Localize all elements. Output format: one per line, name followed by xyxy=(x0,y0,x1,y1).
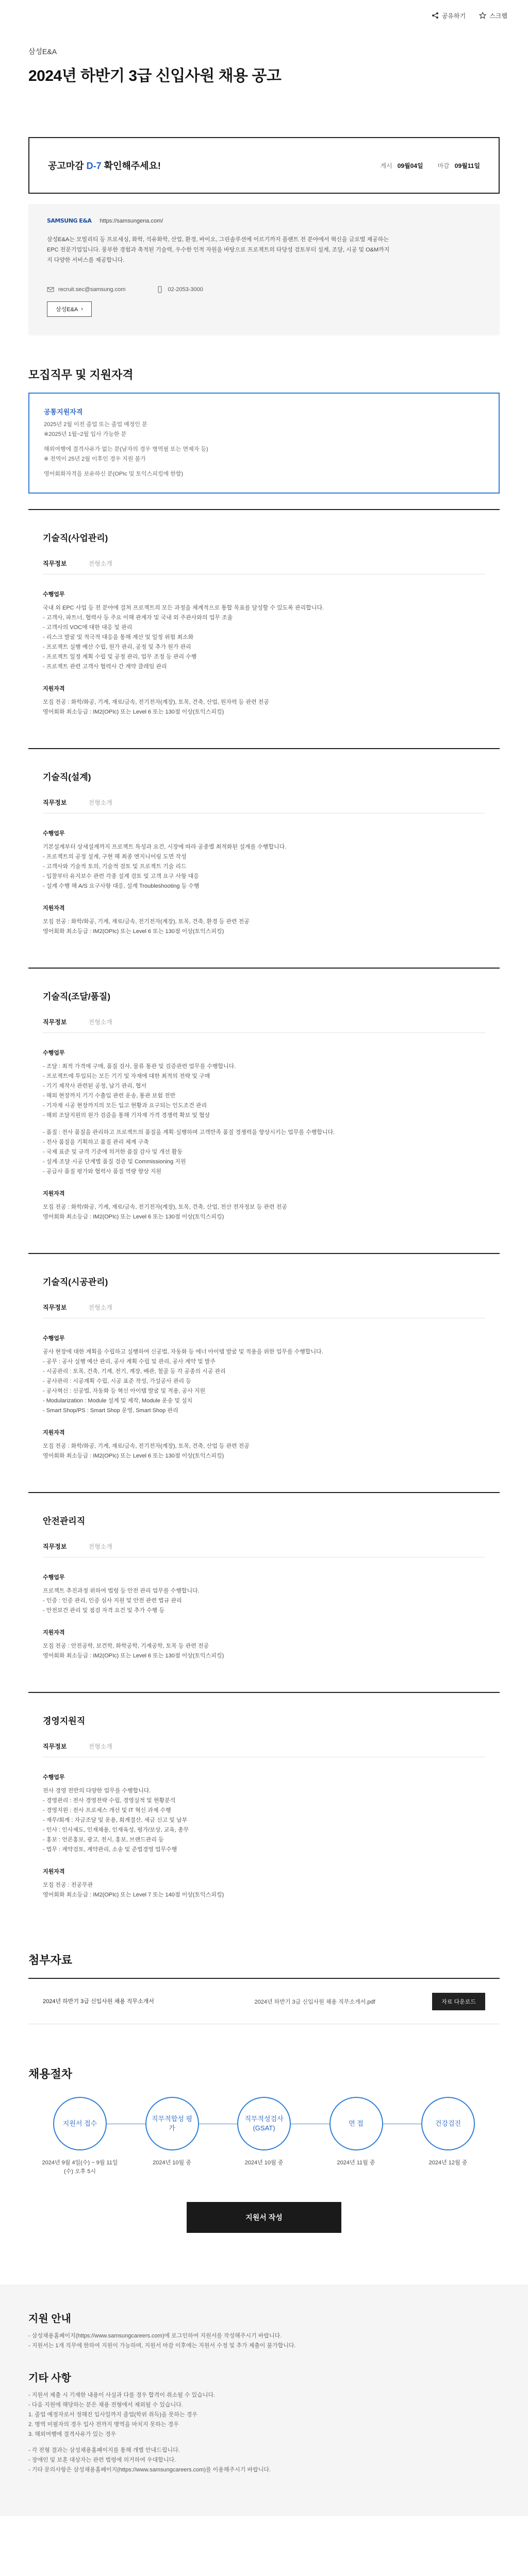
attachments-title: 첨부자료 xyxy=(28,1954,73,1967)
job-tabs xyxy=(43,1303,485,1318)
etc-line: 1. 졸업 예정자로서 정해진 입사일까지 졸업(학위 취득)을 못하는 경우 xyxy=(28,2412,197,2418)
company-desc-line: EPC 전문기업입니다. 풍부한 경험과 축적된 기술력, 우수한 인적 자원을 바탕으로 프로젝트의 타당성 검토부터 설계, 조달, 시공 및 O&M까지 xyxy=(47,247,390,253)
work-line: 공사 현장에 대한 계획을 수립하고 실행하여 신공법, 자동화 등 에너 아이템 발굴 및 적용을 위한 업무를 수행합니다. xyxy=(43,1349,323,1355)
process-step xyxy=(225,2097,303,2176)
company-desc-line: 삼성E&A는 모빌리티 등 프로세싱, 화학, 석유화학, 산업, 환경, 바이오, 그린솔루션에 이르기까지 플랜트 전 분야에서 혁신을 글로벌 제공하는 xyxy=(47,236,389,243)
qualification-heading: 지원자격 xyxy=(43,1430,65,1436)
company-name: 삼성E&A xyxy=(28,47,57,56)
work-line: 국내 외 EPC 사업 등 전 분야에 걸쳐 프로젝트의 모든 과정을 체계적으로 통합 목표를 달성할 수 있도록 관리합니다. xyxy=(43,605,324,611)
scrap-label: 스크랩 xyxy=(489,12,507,20)
work-line: - 프로젝트의 공정 설계, 구현 해 최종 엔지니어링 도면 작성 xyxy=(43,854,187,860)
email-text: recruit.sec@samsung.com xyxy=(58,286,126,293)
common-line: 해외여행에 결격사유가 없는 분(남자의 경우 병역필 또는 면제자 등) xyxy=(44,446,208,452)
work-line: - 프로젝트에 투입되는 모든 기기 및 자재에 대한 최적의 전략 및 구매 xyxy=(43,1073,210,1079)
work-line: - 전사 품질을 기획하고 품질 관리 체계 구축 xyxy=(43,1139,149,1145)
etc-line: - 장애인 및 보훈 대상자는 관련 법령에 의거하여 우대합니다. xyxy=(28,2457,176,2463)
job-block xyxy=(28,1692,500,1916)
job-block xyxy=(28,748,500,952)
main-work-heading: 수행업무 xyxy=(43,1574,65,1581)
etc-title: 기타 사항 xyxy=(28,2372,71,2384)
work-line: - 공사혁신 : 신공법, 자동화 등 혁신 아이템 발굴 및 적용, 공사 지원 xyxy=(43,1388,206,1394)
qualification-heading: 지원자격 xyxy=(43,1191,65,1197)
phone-text: 02-2053-3000 xyxy=(168,286,203,293)
main-work-heading: 수행업무 xyxy=(43,591,65,598)
main-work-heading: 수행업무 xyxy=(43,1774,65,1781)
job-name: 기술직(시공관리) xyxy=(43,1277,108,1287)
work-line: - 설계·조달·시공 단계별 품질 검증 및 Commissioning 지원 xyxy=(43,1159,186,1165)
step-circle: 직무적합성 평가 xyxy=(145,2097,199,2150)
work-line: - 프로젝트 관련 고객사 협력사 간 계약 클레임 관리 xyxy=(43,664,167,670)
deadline-box xyxy=(28,137,500,194)
process-step xyxy=(134,2097,211,2176)
qualification-line: 모집 전공 : 안전공학, 보건학, 화학공학, 기계공학, 토목 등 관련 전공 xyxy=(43,1643,209,1649)
page-title: 2024년 하반기 3급 신입사원 채용 공고 xyxy=(28,67,282,84)
tab-process[interactable]: 전형소개 xyxy=(88,799,112,806)
step-date: 2024년 11월 중 xyxy=(337,2160,375,2166)
apply-button[interactable]: 지원서 작성 xyxy=(187,2202,341,2233)
main-work-heading: 수행업무 xyxy=(43,831,65,837)
homepage-button-label: 삼성E&A xyxy=(56,307,78,313)
qualification-line: 모집 전공 : 화학/화공, 기계, 재료/금속, 전기전자(계장), 토목, 건축, 산업, 원자력 등 관련 전공 xyxy=(43,699,269,705)
tab-process[interactable]: 전형소개 xyxy=(88,1543,112,1550)
job-header xyxy=(0,31,528,111)
work-line: - 리스크 발굴 및 적극적 대응을 통해 계산 및 일정 위험 최소화 xyxy=(43,634,194,640)
work-line: - 인증 : 인증 관리, 인증 심사 지원 및 안전 관련 법규 관리 xyxy=(43,1598,182,1604)
work-line: - 고객사의 VOC에 대한 대응 및 관리 xyxy=(43,624,133,631)
qualification-heading: 지원자격 xyxy=(43,905,65,911)
work-line: - 공급사 품질 평가와 협력사 품질 역량 향상 지원 xyxy=(43,1168,162,1175)
qualification-line: 모집 전공 : 화학/화공, 기계, 재료/금속, 전기전자(계장), 토목, 건축, 산업 등 관련 전공 xyxy=(43,1443,250,1449)
work-line: - 조달 : 최적 가격에 구매, 품질 검사, 물류 통관 및 검증관련 업무를 수행합니다. xyxy=(43,1063,236,1070)
job-block xyxy=(28,1492,500,1676)
job-name: 기술직(조달/품질) xyxy=(43,992,110,1002)
arrow-right-icon: › xyxy=(81,306,83,312)
qualification-line: 영어회화 최소등급 : IM2(OPIc) 또는 Level 6 또는 130점 이상(토익스피킹) xyxy=(43,928,224,935)
job-tabs xyxy=(43,559,485,574)
work-line: - 기자재 시공 현장까지의 모든 입고 현황과 요구되는 인도조건 관리 xyxy=(43,1103,207,1109)
work-line: - 인사 : 인사제도, 인재채용, 인재육성, 평가/보상, 교육, 총무 xyxy=(43,1827,189,1833)
start-date xyxy=(381,161,423,170)
company-contact xyxy=(47,286,481,293)
work-line: - 경영지원 : 전사 프로세스 개선 및 IT 혁신 과제 수행 xyxy=(43,1807,171,1814)
common-line: ※ 전역이 25년 2월 이후인 경우 지원 불가 xyxy=(44,456,146,462)
qualification-line: 영어회화 최소등급 : IM2(OPIc) 또는 Level 7 또는 140점 이상(토익스피킹) xyxy=(43,1892,224,1898)
job-name: 기술직(사업관리) xyxy=(43,533,108,543)
company-phone xyxy=(156,286,203,293)
work-line: - 재무/회계 : 자금조달 및 운용, 회계결산, 세금 신고 및 납부 xyxy=(43,1817,188,1823)
work-line: - 홍보 : 언론홍보, 광고, 전시, 홍보, 브랜드관리 등 xyxy=(43,1837,164,1843)
share-icon xyxy=(432,12,439,19)
work-line: - 시공관리 : 토목, 건축, 기계, 전기, 계장, 배관, 철골 등 각 공종의 시공 관리 xyxy=(43,1368,226,1375)
process-step xyxy=(409,2097,487,2176)
tab-job-info[interactable]: 직무정보 xyxy=(43,1019,67,1026)
attachment-row xyxy=(28,1978,500,2024)
download-button[interactable]: 자료 다운로드 xyxy=(432,1993,485,2010)
work-line: - 고객사, 파트너, 협력사 등 주요 이해 관계자 및 국내 외 주관사와의 업무 조율 xyxy=(43,615,233,621)
tab-job-info[interactable]: 직무정보 xyxy=(43,560,67,567)
work-line: 전사 경영 전반의 다양한 업무를 수행합니다. xyxy=(43,1788,151,1794)
common-line: 영어회화자격을 보유하신 분(OPIc 및 토익스피킹에 한함) xyxy=(44,471,184,477)
tab-job-info[interactable]: 직무정보 xyxy=(43,1743,67,1750)
dday-badge: D-7 xyxy=(86,161,102,171)
tab-process[interactable]: 전형소개 xyxy=(88,1019,112,1026)
job-list xyxy=(0,509,528,1916)
etc-line: - 다음 지원에 해당하는 분은 채용 전형에서 제외될 수 있습니다. xyxy=(28,2402,183,2408)
common-line: ※2025년 1월~2월 입사 가능한 분 xyxy=(44,431,127,437)
attachment-name: 2024년 하반기 3급 신입사원 채용 직무소개서 xyxy=(43,1998,154,2005)
company-url[interactable]: https://samsungena.com/ xyxy=(100,217,163,224)
step-circle: 건강검진 xyxy=(421,2097,475,2150)
work-line: 기본설계부터 상세설계까지 프로젝트 특성과 요건, 시장에 따라 공종별 최적화된 설계를 수행합니다. xyxy=(43,844,287,850)
start-label: 게시 xyxy=(380,162,392,170)
etc-line: - 각 전형 결과는 삼성채용홈페이지를 통해 개별 안내드립니다. xyxy=(28,2447,180,2453)
work-line: - 해외 현장까지 기기 수출입 관련 운송, 통관 보험 전반 xyxy=(43,1093,176,1099)
common-qualification-title: 공통지원자격 xyxy=(44,408,83,416)
qualification-line: 영어회화 최소등급 : IM2(OPIc) 또는 Level 6 또는 130점 이상(토익스피킹) xyxy=(43,709,224,715)
company-email[interactable] xyxy=(47,286,125,293)
job-name: 안전관리직 xyxy=(43,1516,86,1526)
job-block xyxy=(28,1253,500,1477)
qualification-line: 모집 전공 : 화학/화공, 기계, 재료/금속, 전기전자(계장), 토목, 건축, 산업, 전산 전자정보 등 관련 전공 xyxy=(43,1204,287,1210)
qualification-line: 영어회화 최소등급 : IM2(OPIc) 또는 Level 6 또는 130점 이상(토익스피킹) xyxy=(43,1653,224,1659)
tab-job-info[interactable]: 직무정보 xyxy=(43,799,67,806)
job-tabs xyxy=(43,1742,485,1757)
work-line: - 국제 표준 및 규격 기준에 의거한 품질 감사 및 개선 활동 xyxy=(43,1149,183,1155)
work-line: - Smart Shop/PS : Smart Shop 운영, Smart Shop 관리 xyxy=(43,1408,178,1414)
process-steps xyxy=(0,2092,528,2176)
step-date: 2024년 10월 중 xyxy=(244,2160,284,2166)
work-line: - 고객사와 기술적 토의, 기술적 검토 및 프로젝트 기술 리드 xyxy=(43,863,187,870)
step-date: 2024년 9월 4일(수) ~ 9월 11일(수) 오후 5시 xyxy=(42,2160,118,2175)
work-line: - 프로젝트 실행 예산 수립, 원가 관리, 공정 및 추가 원가 관리 xyxy=(43,644,191,650)
guide-section xyxy=(0,2284,528,2516)
work-line: - 프로젝트 일정 계획 수립 및 공정 관리, 업무 조정 등 관리 수행 xyxy=(43,654,197,660)
step-date: 2024년 10월 중 xyxy=(153,2160,191,2166)
work-line: - 해외 조달지원의 원가 검증을 통해 기자재 가격 경쟁력 확보 및 협상 xyxy=(43,1112,210,1118)
step-circle: 지원서 접수 xyxy=(53,2097,107,2150)
company-head xyxy=(47,217,481,224)
job-tabs xyxy=(43,1542,485,1557)
qualification-heading: 지원자격 xyxy=(43,1630,65,1636)
process-step xyxy=(318,2097,395,2176)
job-block xyxy=(28,509,500,733)
work-line: - 법무 : 계약검토, 계약관리, 소송 및 준법경영 업무수행 xyxy=(43,1846,177,1853)
work-line: - 공무 : 공사 실행 예산 관리, 공사 계획 수립 및 관리, 공사 계약 및 발주 xyxy=(43,1359,216,1365)
work-line: - 공사관리 : 시공계획 수립, 시공 표준 작성, 가설공사 관리 등 xyxy=(43,1378,191,1384)
qualification-line: 모집 전공 : 전공무관 xyxy=(43,1882,93,1888)
job-name: 경영지원직 xyxy=(43,1716,86,1726)
phone-icon xyxy=(156,286,163,293)
attachment-file[interactable]: 2024년 하반기 3급 신입사원 채용 직무소개서.pdf xyxy=(254,1998,375,2005)
job-block xyxy=(28,968,500,1238)
etc-line: 3. 해외여행에 결격사유가 있는 경우 xyxy=(28,2431,117,2437)
job-name: 기술직(설계) xyxy=(43,772,91,782)
work-line: - 품질 : 전사 품질을 관리하고 프로젝트의 품질을 계획·실행하며 고객만족 품질 경쟁력을 향상시키는 업무를 수행합니다. xyxy=(43,1129,335,1136)
company-desc-line: 지 다양한 서비스를 제공합니다. xyxy=(47,257,125,263)
process-step xyxy=(41,2097,119,2176)
company-logo: SAMSUNG E&A xyxy=(47,217,92,224)
etc-line: 2. 병역 미필자의 경우 입사 전까지 병역을 마치지 못하는 경우 xyxy=(28,2421,179,2428)
deadline-message xyxy=(48,159,161,172)
common-qualification-box xyxy=(28,393,500,494)
scrap-button[interactable] xyxy=(479,11,507,20)
recruit-section-title: 모집직무 및 지원자격 xyxy=(28,368,134,381)
etc-line: - 지원서 제출 시 기재한 내용이 사실과 다를 경우 합격이 취소될 수 있습니다. xyxy=(28,2392,216,2398)
qualification-line: 모집 전공 : 화학/화공, 기계, 재료/금속, 전기전자(계장), 토목, 건축, 환경 등 관련 전공 xyxy=(43,919,250,925)
end-date xyxy=(438,161,480,170)
work-line: - 기기 제작사 관련된 공정, 납기 관리, 협서 xyxy=(43,1083,147,1089)
star-icon xyxy=(479,12,486,19)
common-line: 2025년 2월 이전 졸업 또는 졸업 예정인 분 xyxy=(44,421,147,428)
mail-icon xyxy=(47,286,54,293)
work-line: - 안전보건 관리 및 점검 자격 요건 및 추가 수행 등 xyxy=(43,1607,165,1614)
step-circle: 면 접 xyxy=(329,2097,383,2150)
guide-title: 지원 안내 xyxy=(28,2313,71,2325)
apply-wrap xyxy=(0,2202,528,2233)
guide-line: - 삼성채용홈페이지(https://www.samsungcareers.com)에 로그인하여 지원서를 작성해주시기 바랍니다. xyxy=(28,2333,282,2339)
deadline-suffix: 확인해주세요! xyxy=(104,161,161,171)
deadline-prefix: 공고마감 xyxy=(48,161,84,171)
start-value: 09월04일 xyxy=(397,162,423,170)
tab-job-info[interactable]: 직무정보 xyxy=(43,1543,67,1550)
work-line: - 입찰부터 유지보수 관련 각종 설계 검토 및 고객 요구 사항 대응 xyxy=(43,873,199,879)
main-work-heading: 수행업무 xyxy=(43,1335,65,1342)
main-work-heading: 수행업무 xyxy=(43,1050,65,1056)
qualification-line: 영어회화 최소등급 : IM2(OPIc) 또는 Level 6 또는 130점 이상(토익스피킹) xyxy=(43,1214,224,1220)
qualification-line: 영어회화 최소등급 : IM2(OPIc) 또는 Level 6 또는 130점 이상(토익스피킹) xyxy=(43,1453,224,1459)
share-button[interactable] xyxy=(432,11,466,20)
qualification-heading: 지원자격 xyxy=(43,1869,65,1875)
job-tabs xyxy=(43,798,485,814)
qualification-heading: 지원자격 xyxy=(43,686,65,692)
tab-process[interactable]: 전형소개 xyxy=(88,1743,112,1750)
step-date: 2024년 12월 중 xyxy=(428,2160,468,2166)
end-label: 마감 xyxy=(437,162,450,170)
end-value: 09월11일 xyxy=(454,162,480,170)
work-line: - Modularization : Module 설계 및 제작, Module 운송 및 설치 xyxy=(43,1398,193,1404)
work-line: 프로젝트 추진과정 위하여 법령 등 안전 관리 업무를 수행합니다. xyxy=(43,1588,200,1594)
guide-line: - 지원서는 1개 직무에 한하여 지원이 가능하며, 지원서 마감 이후에는 지원서 수정 및 추가 제출이 불가합니다. xyxy=(28,2343,296,2349)
tab-process[interactable]: 전형소개 xyxy=(88,560,112,567)
job-tabs xyxy=(43,1018,485,1033)
share-label: 공유하기 xyxy=(441,12,466,20)
tab-process[interactable]: 전형소개 xyxy=(88,1304,112,1311)
step-circle: 직무적성검사 (GSAT) xyxy=(237,2097,291,2150)
tab-job-info[interactable]: 직무정보 xyxy=(43,1304,67,1311)
work-line: - 설계 수행 해 A/S 요구사항 대응, 설계 Troubleshooting 등 수행 xyxy=(43,883,200,889)
posting-period xyxy=(381,161,480,170)
company-description xyxy=(47,234,481,265)
top-bar xyxy=(0,0,528,31)
etc-line: - 기타 문의사항은 삼성채용홈페이지(https://www.samsungcareers.com)를 이용해주시기 바랍니다. xyxy=(28,2467,271,2473)
process-title: 채용절차 xyxy=(28,2067,73,2080)
company-info xyxy=(28,204,500,335)
work-line: - 경영관리 : 전사 경영전략 수립, 경영실적 및 현황분석 xyxy=(43,1798,176,1804)
homepage-button[interactable] xyxy=(47,301,92,317)
